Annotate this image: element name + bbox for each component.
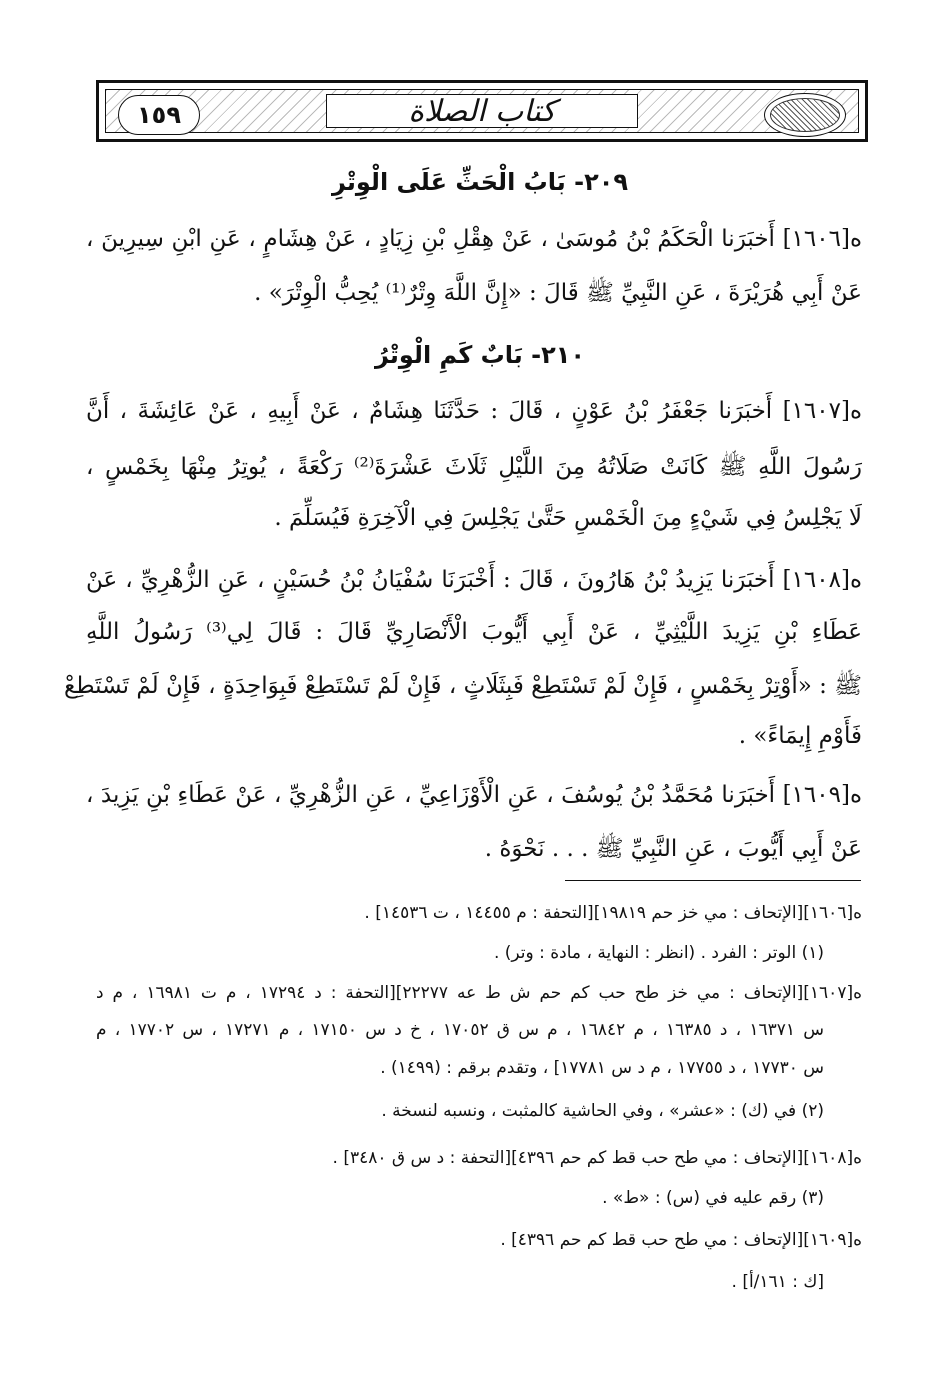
chapter-heading: ٢٠٩- بَابُ الْحَثِّ عَلَى الْوِتْرِ — [331, 168, 629, 196]
hadith-line: ه[١٦٠٩] أَخبَرَنا مُحَمَّدُ بْنُ يُوسُفَ ، عَنِ الْأَوْزَاعِيِّ ، عَنِ الزُّهْرِيِّ ، عَنْ عَطَاءِ بْنِ يَزِيدَ ، — [86, 782, 862, 808]
hadith-line: عَنْ أَبِي أَيُّوبَ ، عَنِ النَّبِيِّ ﷺ . . . نَحْوَهُ . — [484, 836, 862, 862]
footnote: س ١٦٣٧١ ، د ١٦٣٨٥ ، م ١٦٨٤٢ ، م س ق ١٧٠٥٢ ، خ د س ١٧١٥٠ ، م ١٧٢٧١ ، س ١٧٧٠٢ ، م — [96, 1020, 825, 1040]
hadith-line: رَسُولَ اللَّهِ ﷺ كَانَتْ صَلَاتُهُ مِنَ اللَّيْلِ ثَلَاثَ عَشْرَةَ⁽²⁾ رَكْعَةً ، يُوتِرُ مِنْهَا بِخَمْسٍ ، — [86, 454, 862, 480]
hadith-line: ه[١٦٠٦] أَخبَرَنا الْحَكَمُ بْنُ مُوسَىٰ ، عَنْ هِقْلِ بْنِ زِيَادٍ ، عَنْ هِشَامٍ ، عَنِ ابْنِ سِيرِينَ ، — [86, 226, 862, 252]
page-header — [96, 80, 868, 142]
hadith-line: عَطَاءِ بْنِ يَزِيدَ اللَّيْثِيِّ ، عَنْ أَبِي أَيُّوبَ الْأَنْصَارِيِّ قَالَ : قَالَ لِي⁽³⁾ رَسُولُ اللَّهِ — [86, 619, 862, 645]
footnote: ه[١٦٠٩][الإتحاف : مي طح حب قط كم حم ٤٣٩٦] . — [500, 1230, 862, 1250]
title-frame — [326, 94, 638, 128]
chapter-heading: ٢١٠- بَابٌ كَمِ الْوِتْرُ — [374, 341, 586, 369]
hadith-line: ه[١٦٠٨] أَخبَرَنا يَزِيدُ بْنُ هَارُونَ ، قَالَ : أَخْبَرَنَا سُفْيَانُ بْنُ حُسَيْنٍ ، عَنِ الزُّهْرِيِّ ، عَنْ — [86, 567, 862, 593]
footnote: ه[١٦٠٧][الإتحاف : مي خز طح حب كم حم ش ط عه ٢٢٢٧٧][التحفة : د ١٧٢٩٤ ، م ت ١٦٩٨١ ، م د — [96, 983, 862, 1003]
publisher-seal-icon — [764, 93, 846, 137]
hadith-line: ﷺ : «أَوْتِرْ بِخَمْسٍ ، فَإِنْ لَمْ تَسْتَطِعْ فَبِثَلَاثٍ ، فَإِنْ لَمْ تَسْتَطِعْ فَبِوَاحِدَةٍ ، فَإِنْ لَمْ تَسْتَطِعْ — [64, 673, 862, 699]
page-number: ١٥٩ — [137, 101, 181, 129]
hadith-line: فَأَوْمِ إِيمَاءً» . — [738, 723, 862, 749]
header-ornament-band — [105, 89, 859, 133]
footnote: (٣) رقم عليه في (س) : «ط» . — [602, 1188, 824, 1208]
hadith-line: عَنْ أَبِي هُرَيْرَةَ ، عَنِ النَّبِيِّ ﷺ قَالَ : «إِنَّ اللَّهَ وِتْرٌ⁽¹⁾ يُحِبُّ الْوِتْرَ» . — [254, 280, 862, 306]
footnote: (١) الوتر : الفرد . (انظر : النهاية ، مادة : وتر) . — [493, 943, 824, 963]
footnote: (٢) في (ك) : «عشر» ، وفي الحاشية كالمثبت ، ونسبه لنسخة . — [381, 1101, 824, 1121]
footnote: ه[١٦٠٨][الإتحاف : مي طح حب قط كم حم ٤٣٩٦][التحفة : د س ق ٣٤٨٠] . — [332, 1148, 862, 1168]
footnote: س ١٧٧٣٠ ، د ١٧٧٥٥ ، م د س ١٧٧٨١] ، وتقدم برقم : (١٤٩٩) . — [380, 1058, 824, 1078]
footnote: [ك : ١٦١/أ] . — [731, 1272, 824, 1292]
footnote: ه[١٦٠٦][الإتحاف : مي خز حم ١٩٨١٩][التحفة : م ١٤٤٥٥ ، ت ١٤٥٣٦] . — [364, 903, 862, 923]
hadith-line: لَا يَجْلِسُ فِي شَيْءٍ مِنَ الْخَمْسِ حَتَّىٰ يَجْلِسَ فِي الْآخِرَةِ فَيُسَلِّمَ . — [274, 505, 862, 531]
page-number-frame — [118, 95, 200, 135]
seal-calligraphy — [770, 98, 840, 132]
hadith-line: ه[١٦٠٧] أَخبَرَنا جَعْفَرُ بْنُ عَوْنٍ ، قَالَ : حَدَّثَنَا هِشَامٌ ، عَنْ أَبِيهِ ، عَنْ عَائِشَةَ ، أَنَّ — [86, 398, 862, 424]
book-title: كتاب الصلاة — [408, 93, 556, 129]
footnote-divider — [565, 880, 861, 881]
